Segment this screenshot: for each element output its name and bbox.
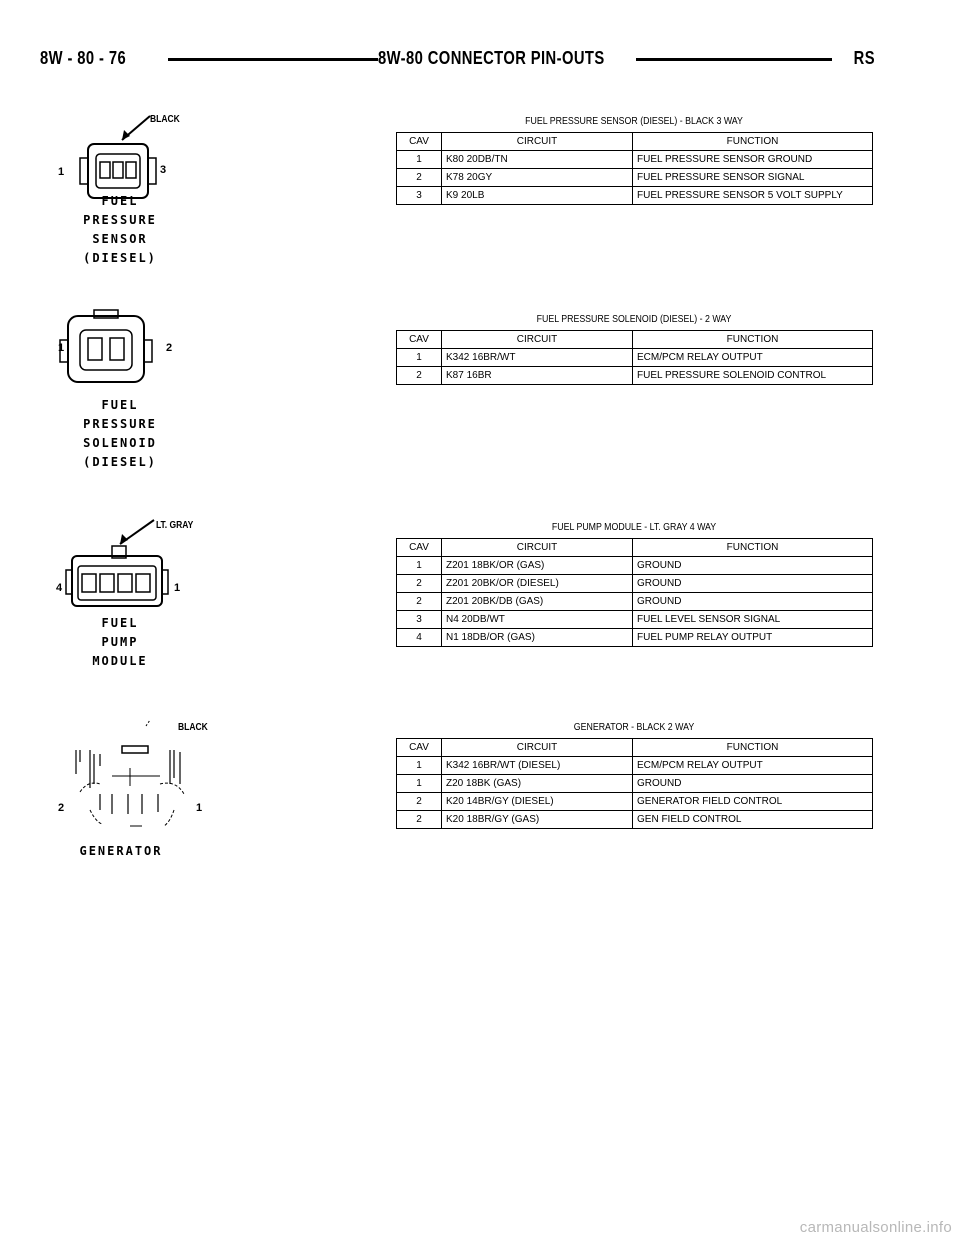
table-row [397, 757, 873, 775]
cell-cav: 4 [397, 629, 442, 647]
pin-number-right: 1 [174, 582, 181, 594]
cell-function: FUEL PRESSURE SENSOR GROUND [633, 151, 873, 169]
pin-number-right: 2 [166, 342, 173, 354]
table-header-row [397, 133, 873, 151]
connector-label-line: (DIESEL) [83, 251, 157, 265]
table-row [397, 169, 873, 187]
cell-cav: 2 [397, 811, 442, 829]
table-row [397, 151, 873, 169]
table-header-row [397, 331, 873, 349]
header-rule-left [168, 58, 378, 61]
pin-number-left: 1 [58, 342, 65, 354]
connector-label [60, 396, 180, 472]
table-title: FUEL PUMP MODULE - LT. GRAY 4 WAY [551, 522, 717, 533]
table-row [397, 775, 873, 793]
cell-cav: 3 [397, 187, 442, 205]
connector-color-tag: LT. GRAY [156, 520, 194, 531]
cell-circuit: Z201 20BK/DB (GAS) [442, 593, 633, 611]
cell-function: GENERATOR FIELD CONTROL [633, 793, 873, 811]
connector-label-line: PRESSURE [83, 213, 157, 227]
pinout-table [396, 330, 873, 385]
connector-label-line: PUMP [101, 635, 139, 649]
cell-circuit: Z201 20BK/OR (DIESEL) [442, 575, 633, 593]
cell-circuit: K20 18BR/GY (GAS) [442, 811, 633, 829]
column-header-circuit: CIRCUIT [442, 331, 633, 349]
connector-label [56, 842, 186, 861]
table-row [397, 575, 873, 593]
page-title: 8W-80 CONNECTOR PIN-OUTS [378, 48, 605, 68]
cell-cav: 1 [397, 151, 442, 169]
cell-circuit: N4 20DB/WT [442, 611, 633, 629]
cell-circuit: K80 20DB/TN [442, 151, 633, 169]
pin-number-right: 3 [160, 164, 167, 176]
cell-cav: 1 [397, 775, 442, 793]
table-row [397, 793, 873, 811]
connector-label-line: GENERATOR [79, 844, 163, 858]
cell-function: GROUND [633, 575, 873, 593]
table-row [397, 629, 873, 647]
page-header [40, 44, 875, 76]
column-header-cav: CAV [397, 739, 442, 757]
connector-color-tag: BLACK [150, 114, 180, 125]
cell-cav: 1 [397, 557, 442, 575]
column-header-cav: CAV [397, 133, 442, 151]
cell-function: GROUND [633, 775, 873, 793]
table-title: FUEL PRESSURE SENSOR (DIESEL) - BLACK 3 WAY [525, 116, 743, 127]
cell-circuit: K342 16BR/WT [442, 349, 633, 367]
cell-circuit: K78 20GY [442, 169, 633, 187]
cell-function: GEN FIELD CONTROL [633, 811, 873, 829]
connector-label [60, 614, 180, 671]
cell-cav: 1 [397, 349, 442, 367]
cell-cav: 2 [397, 593, 442, 611]
section-code: RS [853, 48, 875, 68]
pinout-table [396, 538, 873, 647]
cell-circuit: N1 18DB/OR (GAS) [442, 629, 633, 647]
cell-function: FUEL LEVEL SENSOR SIGNAL [633, 611, 873, 629]
column-header-function: FUNCTION [633, 539, 873, 557]
cell-circuit: Z20 18BK (GAS) [442, 775, 633, 793]
cell-cav: 2 [397, 169, 442, 187]
pin-number-right: 1 [196, 802, 203, 814]
connector-label-line: FUEL [101, 616, 139, 630]
table-row [397, 367, 873, 385]
column-header-circuit: CIRCUIT [442, 133, 633, 151]
connector-label-line: PRESSURE [83, 417, 157, 431]
connector-label-line: SOLENOID [83, 436, 157, 450]
connector-label-line: MODULE [92, 654, 148, 668]
column-header-function: FUNCTION [633, 133, 873, 151]
pinout-table [396, 738, 873, 829]
table-title: GENERATOR - BLACK 2 WAY [573, 722, 695, 733]
table-row [397, 611, 873, 629]
table-row [397, 187, 873, 205]
column-header-circuit: CIRCUIT [442, 539, 633, 557]
header-rule-right [636, 58, 832, 61]
connector-label-line: FUEL [101, 194, 139, 208]
table-header-row [397, 539, 873, 557]
table-row [397, 811, 873, 829]
cell-function: FUEL PRESSURE SOLENOID CONTROL [633, 367, 873, 385]
watermark-link[interactable]: carmanualsonline.info [799, 1219, 952, 1236]
connector-color-tag: BLACK [178, 722, 208, 733]
connector-label [60, 192, 180, 268]
cell-cav: 2 [397, 367, 442, 385]
column-header-function: FUNCTION [633, 739, 873, 757]
cell-cav: 2 [397, 793, 442, 811]
column-header-function: FUNCTION [633, 331, 873, 349]
connector-label-line: FUEL [101, 398, 139, 412]
column-header-cav: CAV [397, 331, 442, 349]
cell-function: FUEL PRESSURE SENSOR SIGNAL [633, 169, 873, 187]
cell-function: ECM/PCM RELAY OUTPUT [633, 349, 873, 367]
pinout-table [396, 132, 873, 205]
table-row [397, 593, 873, 611]
table-row [397, 349, 873, 367]
column-header-cav: CAV [397, 539, 442, 557]
connector-label-line: (DIESEL) [83, 455, 157, 469]
cell-cav: 2 [397, 575, 442, 593]
table-row [397, 557, 873, 575]
cell-function: GROUND [633, 593, 873, 611]
column-header-circuit: CIRCUIT [442, 739, 633, 757]
cell-circuit: K87 16BR [442, 367, 633, 385]
connector-label-line: SENSOR [92, 232, 148, 246]
cell-function: GROUND [633, 557, 873, 575]
cell-function: FUEL PRESSURE SENSOR 5 VOLT SUPPLY [633, 187, 873, 205]
pin-number-left: 1 [58, 166, 65, 178]
cell-circuit: Z201 18BK/OR (GAS) [442, 557, 633, 575]
pin-number-left: 2 [58, 802, 65, 814]
page-number: 8W - 80 - 76 [40, 48, 127, 68]
cell-function: ECM/PCM RELAY OUTPUT [633, 757, 873, 775]
cell-function: FUEL PUMP RELAY OUTPUT [633, 629, 873, 647]
cell-circuit: K9 20LB [442, 187, 633, 205]
cell-circuit: K342 16BR/WT (DIESEL) [442, 757, 633, 775]
cell-cav: 3 [397, 611, 442, 629]
pin-number-left: 4 [56, 582, 63, 594]
cell-cav: 1 [397, 757, 442, 775]
table-title: FUEL PRESSURE SOLENOID (DIESEL) - 2 WAY [536, 314, 732, 325]
table-header-row [397, 739, 873, 757]
cell-circuit: K20 14BR/GY (DIESEL) [442, 793, 633, 811]
